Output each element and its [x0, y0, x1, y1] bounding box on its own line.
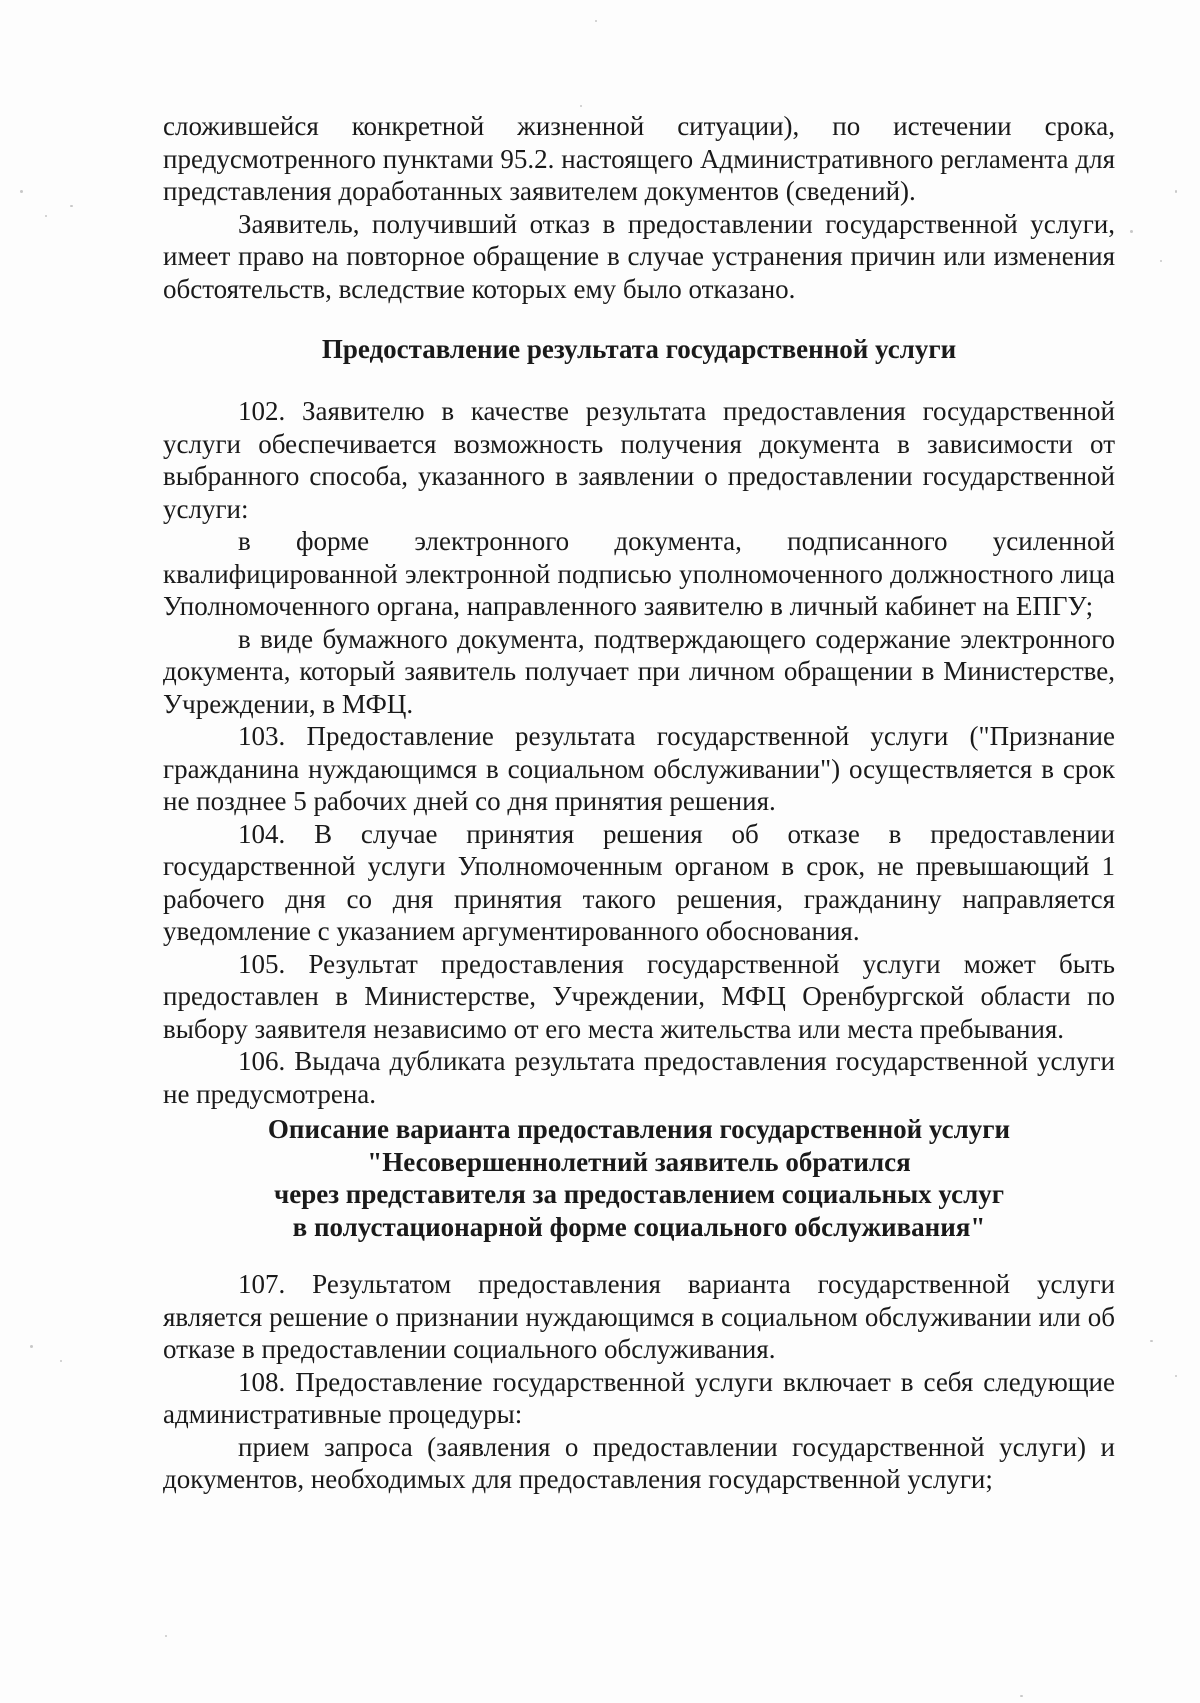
paragraph-102: 102. Заявителю в качестве результата предоставления государственной услуги обеспечивается возможность получения документа в зависимости от выбранного способа, указанного в заявлении о предоставлении государственной услуги: [163, 396, 1115, 524]
middle-text-block [163, 395, 1115, 1110]
heading-line: через представителя за предоставлением социальных услуг [274, 1179, 1004, 1209]
paragraph-108: 108. Предоставление государственной услуги включает в себя следующие административные процедуры: [163, 1366, 1115, 1429]
paragraph-continuation: сложившейся конкретной жизненной ситуации), по истечении срока, предусмотренного пунктами 95.2. настоящего Административного регламента для представления доработанных заявителем документов (сведений). [163, 111, 1115, 206]
paragraph-107: 107. Результатом предоставления варианта государственной услуги является решение о признании нуждающимся в социальном обслуживании или об отказе в предоставлении социального обслуживания. [163, 1269, 1115, 1364]
heading-line: Предоставление результата государственной услуги [321, 334, 957, 364]
top-text-block [163, 110, 1115, 305]
paragraph-105: 105. Результат предоставления государственной услуги может быть предоставлен в Министерстве, Учреждении, МФЦ Оренбургской области по выбору заявителя независимо от его места жительства или места пребывания. [163, 948, 1115, 1044]
heading-line: "Несовершеннолетний заявитель обратился [367, 1146, 911, 1177]
section-heading-variant [163, 1113, 1115, 1243]
paragraph-104: 104. В случае принятия решения об отказе в предоставлении государственной услуги Уполномоченным органом в срок, не превышающий 1 рабочего дня со дня принятия такого решения, гражданину направляется уведомление с указанием аргументированного обоснования. [163, 818, 1115, 946]
section-heading-result [163, 333, 1115, 366]
paragraph-procedure-item: прием запроса (заявления о предоставлении государственной услуги) и документов, необходимых для предоставления государственной услуги; [163, 1431, 1115, 1494]
paragraph-paper-form: в виде бумажного документа, подтверждающего содержание электронного документа, который заявитель получает при личном обращении в Министерстве, Учреждении, в МФЦ. [163, 623, 1115, 719]
heading-line: Описание варианта предоставления государственной услуги [267, 1114, 1011, 1144]
paragraph-repeat-appeal: Заявитель, получивший отказ в предоставлении государственной услуги, имеет право на повторное обращение в случае устранения причин или изменения обстоятельств, вследствие которых ему было отказано. [163, 208, 1115, 304]
heading-line: в полустационарной форме социального обслуживания" [292, 1211, 986, 1242]
paragraph-103: 103. Предоставление результата государственной услуги ("Признание гражданина нуждающимся в социальном обслуживании") осуществляется в срок не позднее 5 рабочих дней со дня принятия решения. [163, 721, 1115, 816]
paragraph-106: 106. Выдача дубликата результата предоставления государственной услуги не предусмотрена. [163, 1046, 1115, 1109]
paragraph-electronic-form: в форме электронного документа, подписанного усиленной квалифицированной электронной подписью уполномоченного должностного лица Уполномоченного органа, направленного заявителю в личный кабинет на ЕПГУ; [163, 526, 1115, 621]
bottom-text-block [163, 1268, 1115, 1496]
